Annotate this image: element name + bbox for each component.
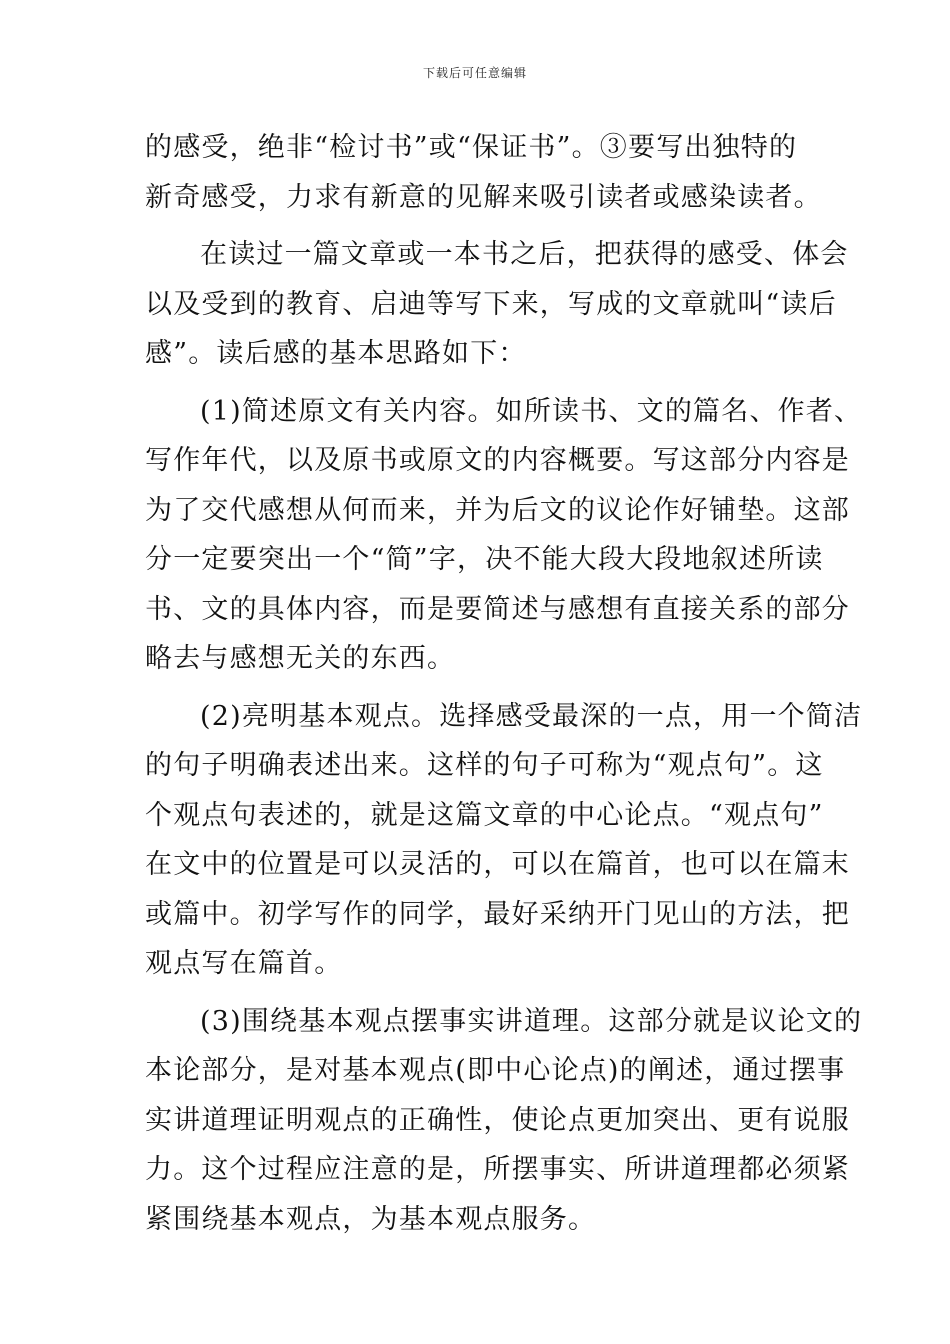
document-body xyxy=(145,123,863,1244)
paragraph-5-line-1: (3)围绕基本观点摆事实讲道理。这部分就是议论文的 xyxy=(200,1005,863,1037)
paragraph-5-line-3: 实讲道理证明观点的正确性，使论点更加突出、更有说服 xyxy=(145,1104,850,1136)
paragraph-4-line-6: 观点写在篇首。 xyxy=(145,948,343,979)
paragraph-2-line-3: 感”。读后感的基本思路如下： xyxy=(145,338,527,369)
paragraph-4-line-1: (2)亮明基本观点。选择感受最深的一点，用一个简洁 xyxy=(200,700,863,732)
page-header-note: 下载后可任意编辑 xyxy=(422,66,527,80)
paragraph-1-line-1: 的感受，绝非“检讨书”或“保证书”。③要写出独特的 xyxy=(145,132,798,163)
paragraph-5-line-4: 力。这个过程应注意的是，所摆事实、所讲道理都必须紧 xyxy=(145,1154,850,1185)
paragraph-3-line-2: 写作年代，以及原书或原文的内容概要。写这部分内容是 xyxy=(145,445,850,476)
paragraph-3-line-4: 分一定要突出一个“简”字，决不能大段大段地叙述所读 xyxy=(145,544,824,575)
paragraph-5-line-5: 紧围绕基本观点，为基本观点服务。 xyxy=(145,1203,597,1235)
paragraph-3-line-3: 为了交代感想从何而来，并为后文的议论作好铺垫。这部 xyxy=(145,494,850,526)
paragraph-4-line-2: 的句子明确表述出来。这样的句子可称为“观点句”。这 xyxy=(145,750,824,781)
paragraph-3-line-6: 略去与感想无关的东西。 xyxy=(145,643,456,674)
paragraph-4-line-4: 在文中的位置是可以灵活的，可以在篇首，也可以在篇末 xyxy=(145,849,850,880)
paragraph-4-line-3: 个观点句表述的，就是这篇文章的中心论点。“观点句” xyxy=(145,799,824,831)
paragraph-3-line-1: (1)简述原文有关内容。如所读书、文的篇名、作者、 xyxy=(200,395,863,427)
paragraph-2-line-2: 以及受到的教育、启迪等写下来，写成的文章就叫“读后 xyxy=(145,288,837,320)
paragraph-4-line-5: 或篇中。初学写作的同学，最好采纳开门见山的方法，把 xyxy=(145,898,850,930)
paragraph-1-line-2: 新奇感受，力求有新意的见解来吸引读者或感染读者。 xyxy=(145,181,822,213)
paragraph-5-line-2: 本论部分，是对基本观点(即中心论点)的阐述，通过摆事 xyxy=(145,1055,846,1086)
paragraph-2-line-1: 在读过一篇文章或一本书之后，把获得的感受、体会 xyxy=(200,239,849,270)
paragraph-3-line-5: 书、文的具体内容，而是要简述与感想有直接关系的部分 xyxy=(145,593,850,625)
